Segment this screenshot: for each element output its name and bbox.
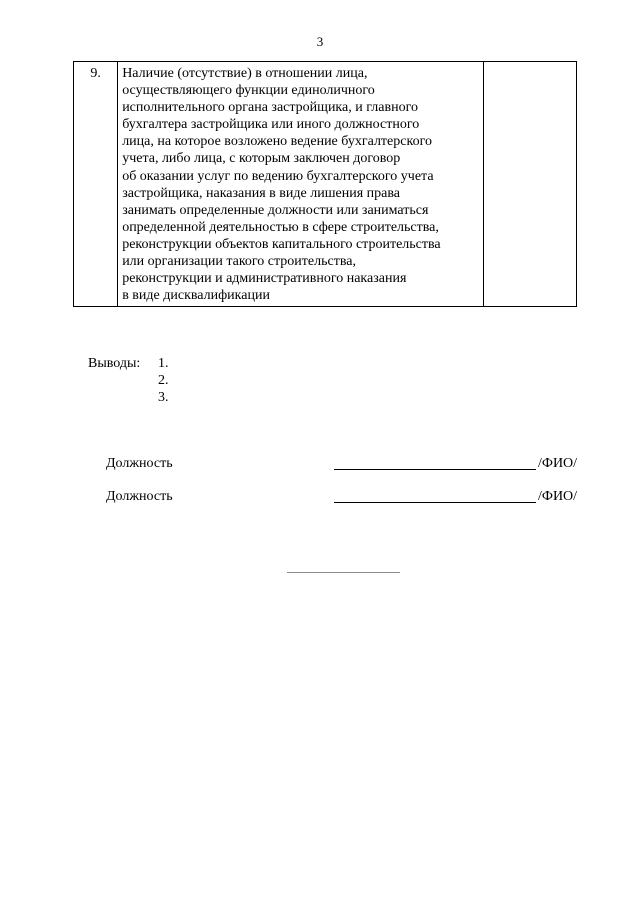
row-criterion-cell xyxy=(118,62,484,307)
criterion-text-line: реконструкции объектов капитального строительства xyxy=(122,236,441,252)
conclusion-item: 1. xyxy=(158,356,169,371)
criterion-text-line: бухгалтера застройщика или иного должностного xyxy=(122,117,420,133)
criterion-text-line: занимать определенные должности или заниматься xyxy=(122,202,429,218)
signature-row xyxy=(106,455,580,473)
criterion-text-line: реконструкции и административного наказания xyxy=(122,271,407,287)
criterion-text-line: об оказании услуг по ведению бухгалтерского учета xyxy=(122,168,434,184)
criterion-text-line: лица, на которое возложено ведение бухгалтерского xyxy=(122,134,432,150)
signature-fio-label: /ФИО/ xyxy=(538,456,578,471)
signature-position-label: Должность xyxy=(106,489,173,504)
row-number-cell xyxy=(74,62,118,307)
criterion-text-line: осуществляющего функции единоличного xyxy=(122,83,375,99)
signature-position-label: Должность xyxy=(106,456,173,471)
criterion-text-line: в виде дисквалификации xyxy=(122,288,270,304)
signature-row xyxy=(106,488,580,506)
row-number: 9. xyxy=(90,66,101,81)
criterion-text-line: исполнительного органа застройщика, и главного xyxy=(122,100,418,116)
criterion-text-line: или организации такого строительства, xyxy=(122,254,356,270)
table-row xyxy=(74,62,577,307)
criterion-text-line: учета, либо лица, с которым заключен договор xyxy=(122,151,401,167)
page-number: 3 xyxy=(316,34,324,49)
criterion-text-line: Наличие (отсутствие) в отношении лица, xyxy=(122,66,368,81)
signature-line xyxy=(334,502,536,503)
criterion-text-line: застройщика, наказания в виде лишения права xyxy=(122,185,400,201)
conclusion-item: 2. xyxy=(158,373,169,388)
signature-line xyxy=(334,469,536,470)
criterion-text-line: определенной деятельностью в сфере строительства, xyxy=(122,219,439,235)
row-value-cell xyxy=(484,62,577,307)
conclusions-label: Выводы: xyxy=(88,356,141,371)
conclusion-item: 3. xyxy=(158,390,169,405)
conclusions-list xyxy=(158,355,169,406)
signature-fio-label: /ФИО/ xyxy=(538,489,578,504)
end-of-document-rule xyxy=(287,572,400,573)
criteria-table xyxy=(73,61,577,307)
